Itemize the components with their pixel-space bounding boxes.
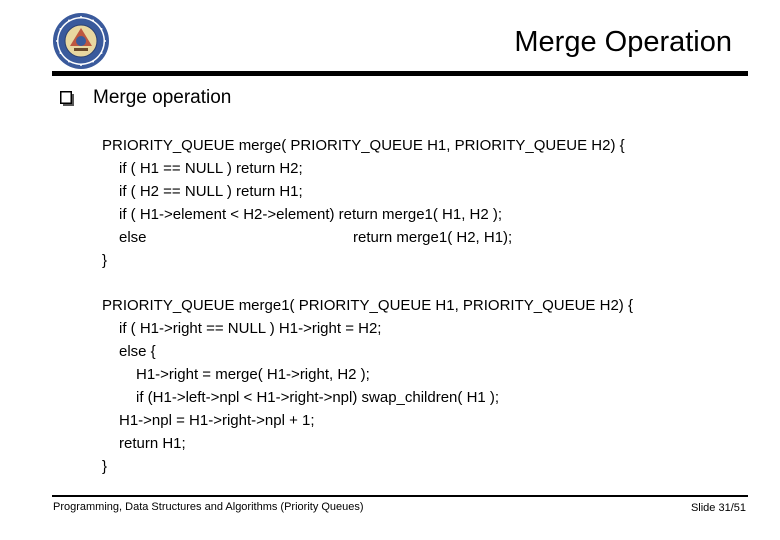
code-line: if ( H1->right == NULL ) H1->right = H2; (119, 320, 382, 337)
code-line: if ( H1 == NULL ) return H2; (119, 160, 303, 177)
code-line: if ( H2 == NULL ) return H1; (119, 183, 303, 200)
code-line: else (119, 229, 147, 246)
code-line: H1->right = merge( H1->right, H2 ); (136, 366, 370, 383)
code-line: PRIORITY_QUEUE merge( PRIORITY_QUEUE H1, PRIORITY_QUEUE H2) { (102, 137, 625, 154)
code-line: return merge1( H2, H1); (353, 229, 513, 246)
footer-course-title: Programming, Data Structures and Algorithms (Priority Queues) (53, 501, 364, 513)
title-divider (52, 71, 748, 76)
code-line: else { (119, 343, 156, 360)
code-line: } (102, 458, 108, 475)
slide-number: Slide 31/51 (690, 502, 746, 514)
code-line: if ( H1->element < H2->element) return merge1( H1, H2 ); (119, 206, 503, 223)
slide-title: Merge Operation (514, 26, 732, 58)
bullet-text: Merge operation (93, 87, 232, 108)
square-bullet-icon (60, 91, 74, 106)
footer-divider (52, 495, 748, 497)
code-line: return H1; (119, 435, 186, 452)
code-line: } (102, 252, 108, 269)
code-line: PRIORITY_QUEUE merge1( PRIORITY_QUEUE H1, PRIORITY_QUEUE H2) { (102, 297, 633, 314)
university-seal-logo (52, 12, 110, 70)
bullet-item (60, 86, 231, 110)
code-line: H1->npl = H1->right->npl + 1; (119, 412, 315, 429)
code-line: if (H1->left->npl < H1->right->npl) swap_children( H1 ); (136, 389, 500, 406)
